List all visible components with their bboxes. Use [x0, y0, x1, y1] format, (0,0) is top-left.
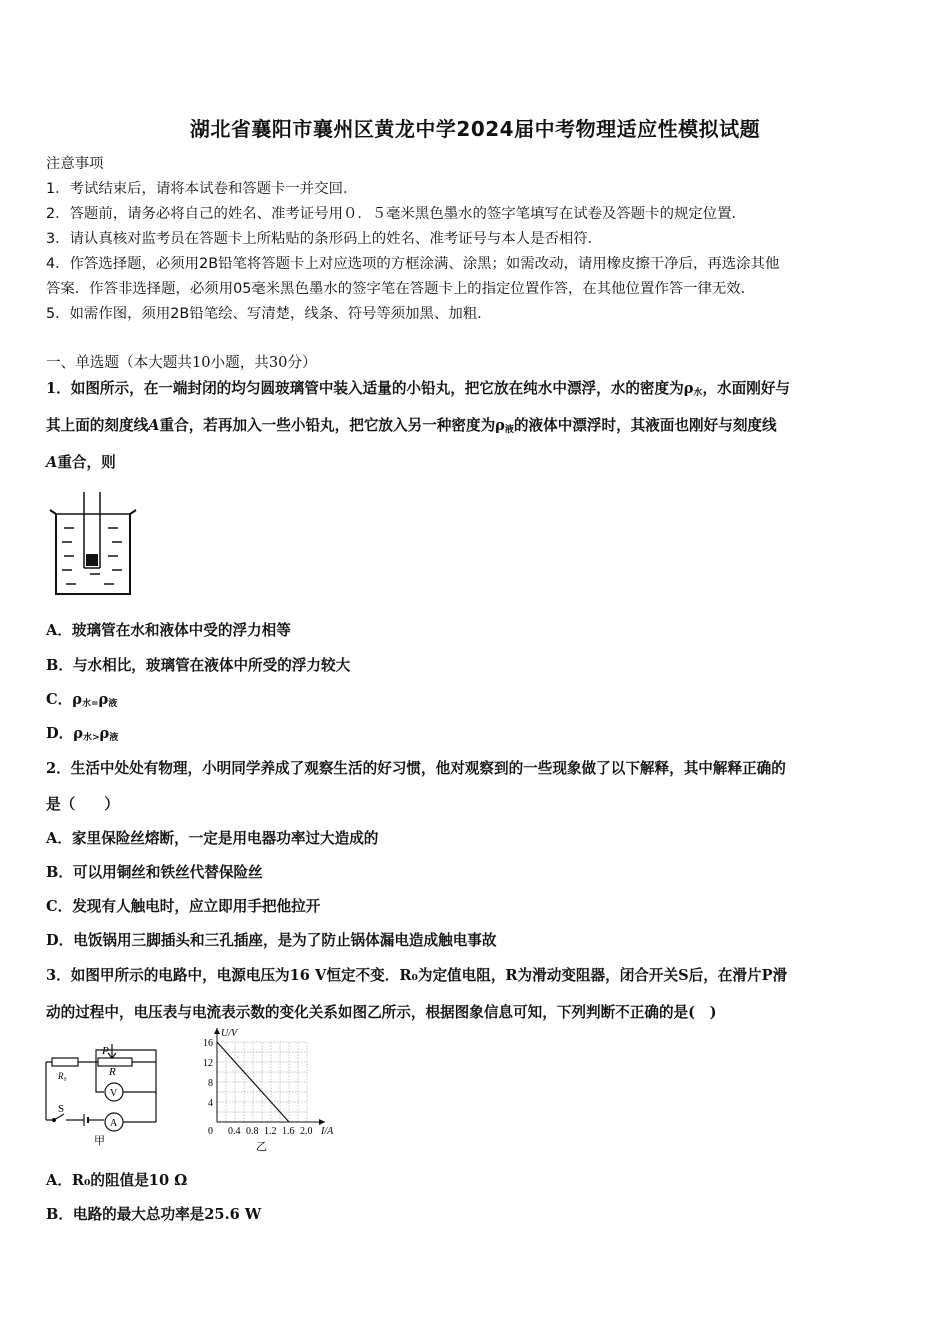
q1-line-3 [46, 451, 116, 472]
operator: = [90, 699, 99, 709]
option-label: D． [46, 725, 74, 742]
notes-item: 1．考试结束后，请将本试卷和答题卡一并交回． [46, 181, 358, 197]
q1-text: 重合，则 [57, 454, 116, 471]
q1-text: 重合，若再加入一些小铅丸，把它放入另一种密度为 [159, 417, 496, 434]
notes-heading: 注意事项 [46, 156, 104, 172]
voltmeter-label: V [110, 1088, 118, 1099]
q1-text: 的液体中漂浮时，其液面也刚好与刻度线 [513, 417, 777, 434]
x-tick-label: 1.2 [264, 1126, 277, 1137]
beaker-figure [46, 490, 138, 600]
mark-A: A [46, 454, 58, 471]
x-tick-label: 0.8 [246, 1126, 259, 1137]
rho-subscript: 水 [81, 699, 91, 709]
y-tick-label: 4 [208, 1098, 213, 1109]
q3-option-b: B．电路的最大总功率是25.6 W [46, 1206, 262, 1223]
rho-subscript: 液 [504, 425, 514, 435]
chart-caption: 乙 [256, 1141, 267, 1153]
rho-subscript: 液 [109, 733, 119, 743]
q2-line-1: 2．生活中处处有物理，小明同学养成了观察生活的好习惯，他对观察到的一些现象做了以下解释，其中解释正确的 [46, 760, 786, 777]
origin-label: 0 [208, 1126, 213, 1137]
q3-line-1: 3．如图甲所示的电路中，电源电压为16 V恒定不变．R₀为定值电阻，R为滑动变阻器，闭合开关S后，在滑片P滑 [46, 967, 788, 984]
x-tick-label: 0.4 [228, 1126, 241, 1137]
mark-A: A [148, 417, 160, 434]
ammeter-label: A [110, 1118, 118, 1129]
y-tick-label: 8 [208, 1078, 213, 1089]
notes-item: 2．答题前，请务必将自己的姓名、准考证号用０．５毫米黑色墨水的签字笔填写在试卷及答题卡的规定位置． [46, 206, 746, 222]
q2-option-a: A．家里保险丝熔断，一定是用电器功率过大造成的 [46, 830, 379, 847]
notes-item: 答案．作答非选择题，必须用05毫米黑色墨水的签字笔在答题卡上的指定位置作答，在其他位置作答一律无效． [46, 281, 756, 297]
q1-option-c [46, 688, 117, 709]
notes-item: 5．如需作图，须用2B铅笔绘、写清楚，线条、符号等须加黑、加粗． [46, 306, 492, 322]
q1-text: ，水面刚好与 [702, 380, 791, 397]
q1-option-a: A．玻璃管在水和液体中受的浮力相等 [46, 622, 291, 639]
section-heading: 一、单选题（本大题共10小题，共30分） [46, 354, 317, 371]
switch-label: S [58, 1103, 65, 1115]
q2-option-c: C．发现有人触电时，应立即用手把他拉开 [46, 898, 321, 915]
q3-line-2: 动的过程中，电压表与电流表示数的变化关系如图乙所示，根据图象信息可知，下列判断不正确的是( ) [46, 1004, 717, 1021]
circuit-diagram [40, 1040, 165, 1152]
y-tick-label: 12 [203, 1058, 213, 1069]
rho-symbol: ρ [99, 725, 110, 742]
y-axis-arrow [214, 1028, 220, 1034]
rho-subscript: 水 [693, 388, 703, 398]
rho-symbol: ρ [98, 691, 109, 708]
label-r0: R₀ [58, 1071, 67, 1081]
x-tick-label: 1.6 [282, 1126, 295, 1137]
u-i-graph [195, 1028, 345, 1153]
circuit-caption: 甲 [94, 1135, 105, 1147]
q2-option-b: B．可以用铜丝和铁丝代替保险丝 [46, 864, 263, 881]
rho-symbol: ρ [73, 725, 83, 742]
rho-subscript: 液 [108, 699, 118, 709]
rho-symbol: ρ [72, 691, 82, 708]
rho-subscript: 水 [82, 733, 92, 743]
x-axis-arrow [319, 1119, 325, 1125]
rho-symbol: ρ [683, 380, 694, 397]
q1-option-d [46, 722, 118, 743]
q1-text: 1．如图所示，在一端封闭的均匀圆玻璃管中装入适量的小铅丸，把它放在纯水中漂浮，水的密度为 [46, 380, 684, 397]
q1-option-b: B．与水相比，玻璃管在液体中所受的浮力较大 [46, 657, 351, 674]
page-title: 湖北省襄阳市襄州区黄龙中学2024届中考物理适应性模拟试题 [189, 117, 761, 141]
q2-line-2: 是（ ） [46, 796, 119, 813]
label-r: R [109, 1066, 116, 1078]
y-tick-label: 16 [203, 1038, 213, 1049]
rho-symbol: ρ [495, 417, 505, 434]
y-axis-label: U/V [221, 1028, 238, 1039]
q1-line-2 [46, 414, 777, 435]
q3-option-a: A．R₀的阻值是10 Ω [46, 1172, 188, 1189]
x-axis-label: I/A [321, 1126, 334, 1137]
label-p: P [102, 1045, 109, 1057]
notes-item: 3．请认真核对监考员在答题卡上所粘贴的条形码上的姓名、准考证号与本人是否相符． [46, 231, 603, 247]
q1-line-1 [46, 377, 790, 398]
x-tick-label: 2.0 [300, 1126, 313, 1137]
operator: > [91, 733, 100, 743]
option-label: C． [46, 691, 73, 708]
notes-item: 4．作答选择题，必须用2B铅笔将答题卡上对应选项的方框涂满、涂黑；如需改动，请用橡皮擦干净后，再选涂其他 [46, 256, 780, 272]
q2-option-d: D．电饭锅用三脚插头和三孔插座，是为了防止锅体漏电造成触电事故 [46, 932, 497, 949]
q1-text: 其上面的刻度线 [46, 417, 149, 434]
